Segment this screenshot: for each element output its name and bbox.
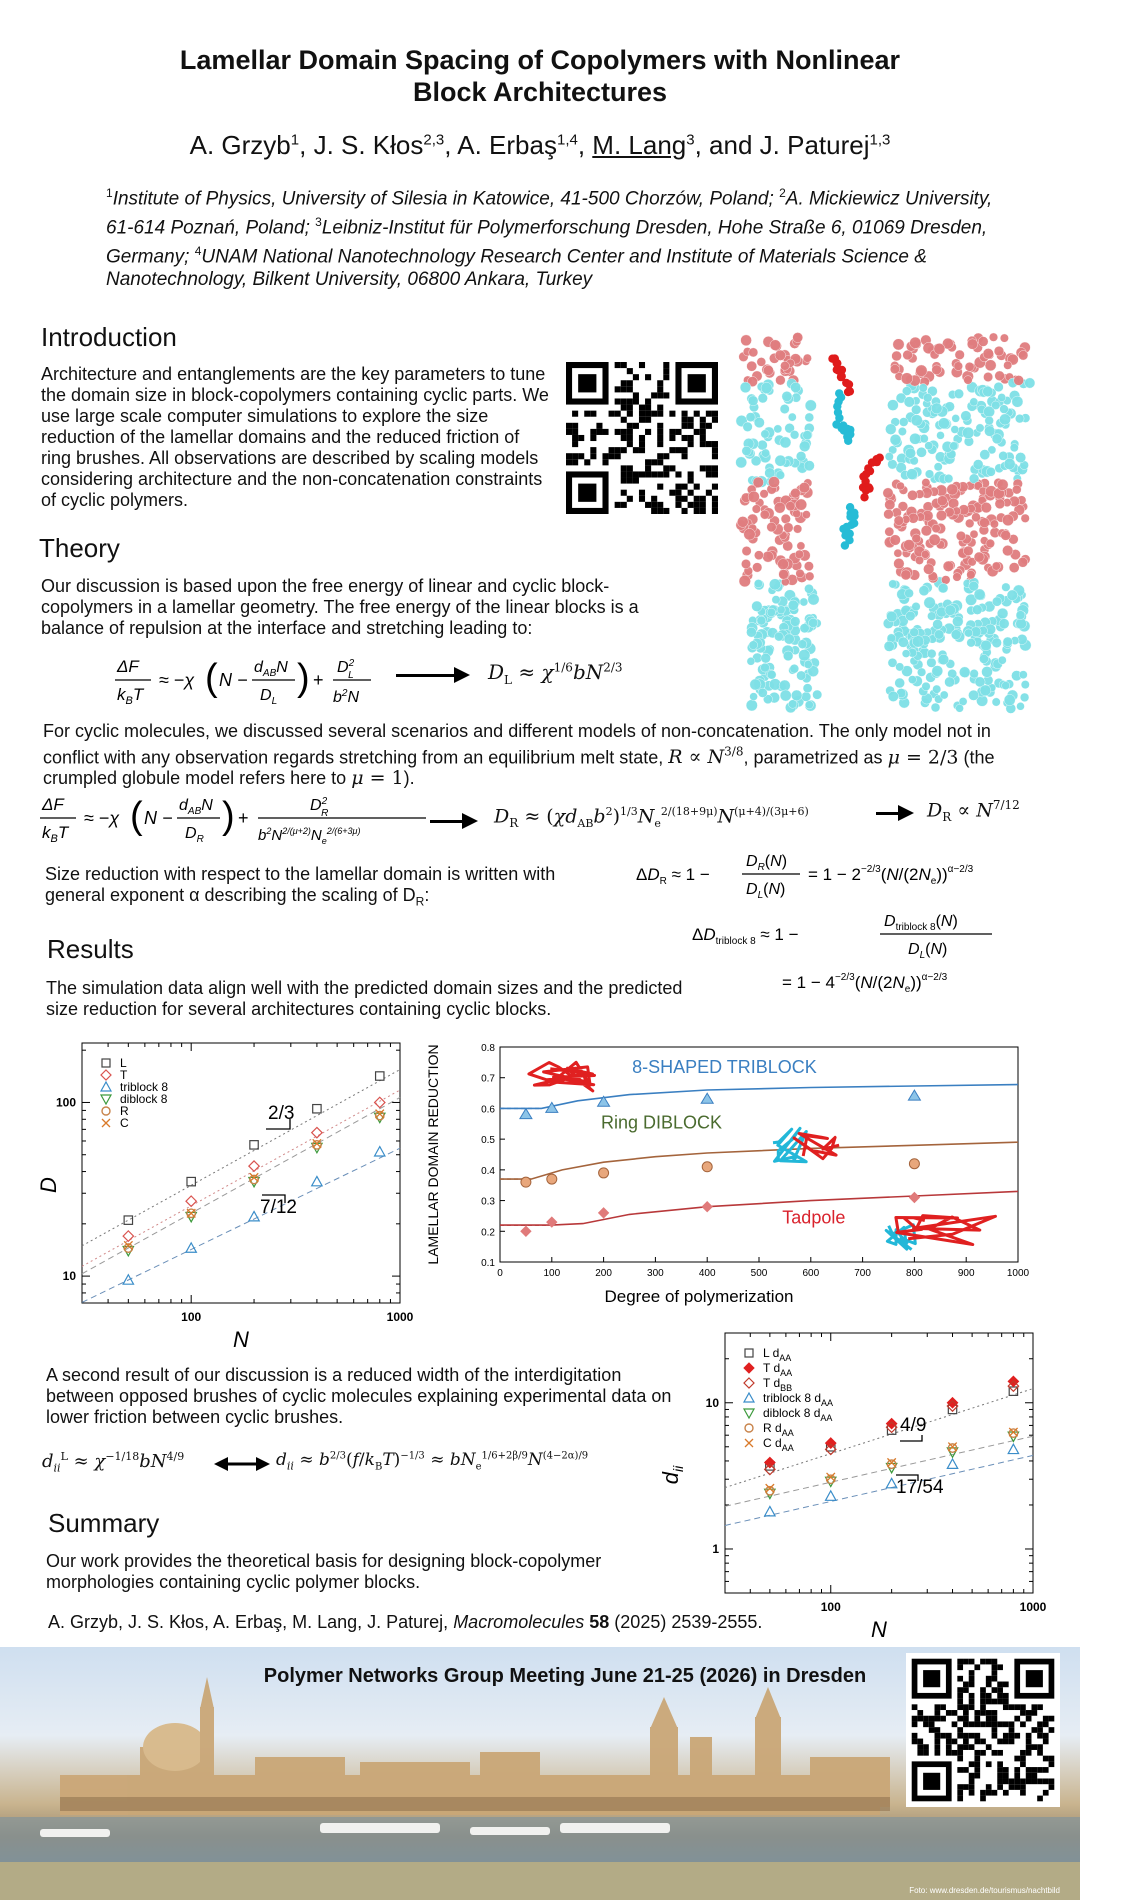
svg-text:b2N2/(μ+2)Ne2/(6+3μ): $b^2N^{2/(\mu+2)}N_e^{2/(6+3\mu)}$ (258, 826, 361, 846)
introduction-text: Architecture and entanglements are the key parameters to tune the domain size in block-copolymers containing cyclic parts. We use large scale computer simulations to explore the size reduction of the lamellar domains and the reduced friction of ring brushes. All observations are described by scaling models considering architecture and the non-concatenation constraints of cyclic polymers. (41, 364, 549, 510)
legend-label: R (120, 1104, 129, 1118)
results-text-1: The simulation data align well with the predicted domain sizes and the predicted size reduction for several architectures containing cyclic blocks. (46, 978, 683, 1019)
svg-text:N −: N − (144, 808, 173, 828)
data-point (520, 1109, 532, 1119)
affiliations (106, 182, 1006, 292)
theory-text-3-end: : (424, 885, 430, 905)
legend-label: T (120, 1068, 128, 1082)
legend-marker (102, 1107, 110, 1115)
lamella-right (883, 333, 1035, 714)
y-tick-label: 10 (62, 1269, 76, 1284)
photo-credit: Foto: www.dresden.de/tourismus/nachtbild (909, 1886, 1060, 1895)
svg-text:DL: $D_L$ (260, 687, 278, 707)
legend-label: triblock 8 $d_{AA}$ (763, 1391, 834, 1408)
data-point (521, 1226, 531, 1236)
y-tick-label: 0.1 (481, 1258, 495, 1269)
svg-text:≈ −χ: ≈ −χ (84, 808, 120, 828)
theory-text-2 (43, 721, 1033, 789)
legend-label: triblock 8 (120, 1080, 169, 1094)
svg-text:= 1 − 4−2/3(N/(2Ne))α−2/3: = $1 - 4^{-2/3}(N/(2N_e))^{\alpha-2/3}$ (782, 972, 948, 995)
legend-marker (745, 1349, 753, 1357)
data-point (701, 1093, 713, 1103)
series-t (123, 1097, 385, 1241)
molecule-strand (896, 1216, 996, 1245)
author-sup: 1 (290, 131, 300, 149)
svg-text:b2N: $b^2N$ (333, 688, 360, 706)
equation-dl-scaling: $D_L \approx \chi^{1/6}bN^{2/3}$ (488, 660, 623, 687)
brush-chain-cyan (839, 503, 858, 550)
data-point (908, 1090, 920, 1100)
data-point (312, 1127, 322, 1137)
summary-text: Our work provides the theoretical basis for designing block-copolymer morphologies containing cyclic polymer blocks. (46, 1551, 602, 1592)
equation-size-reduction (636, 848, 1036, 905)
legend (101, 1056, 168, 1130)
svg-text:): ) (222, 795, 235, 837)
equation-triblock-reduction (692, 906, 1032, 1011)
qr-code-paper[interactable] (566, 362, 718, 514)
equation-graphic (40, 788, 430, 848)
x-tick-label: 700 (854, 1268, 871, 1279)
legend-marker (101, 1095, 111, 1104)
x-tick-label: 600 (802, 1268, 820, 1279)
legend-marker (744, 1378, 754, 1388)
legend-label: T $d_{BB}$ (763, 1376, 793, 1393)
series-ring-diblock (500, 1142, 1018, 1187)
reference-volume: 58 (589, 1612, 610, 1632)
svg-text:≈ −χ: ≈ −χ (159, 670, 195, 690)
author-name-presenting: M. Lang (592, 130, 687, 160)
data-point (187, 1209, 195, 1217)
svg-text:DL(N): $D_L(N)$ (746, 881, 786, 901)
legend-label: L $d_{AA}$ (763, 1346, 792, 1363)
data-point (599, 1208, 609, 1218)
affiliation: Institute of Physics, University of Silesia in Katowice, 41-500 Chorzów, Poland; (112, 188, 774, 210)
dresden-banner (0, 1647, 1080, 1900)
theory-text-3 (45, 864, 565, 913)
legend-marker (744, 1393, 754, 1402)
theory-text-3a: Size reduction with respect to the lamellar domain is written with general exponent α describing the scaling of D (45, 864, 556, 905)
y-tick-label: 0.5 (481, 1135, 495, 1147)
legend-label: T $d_{AA}$ (763, 1361, 793, 1378)
simulation-snapshot-image (738, 332, 1034, 714)
svg-text:DL(N): $D_L(N)$ (908, 941, 948, 961)
author-sup: 2,3 (423, 131, 445, 149)
data-point (186, 1196, 196, 1206)
data-point (375, 1147, 385, 1156)
data-point (599, 1168, 609, 1178)
svg-text:): ) (297, 657, 310, 699)
data-point (909, 1193, 919, 1203)
legend-marker (745, 1424, 753, 1432)
svg-text:ΔF: ΔF (42, 795, 64, 814)
data-point (702, 1202, 712, 1212)
slope-annotation: 17/54 (896, 1477, 944, 1498)
reference-journal: Macromolecules (453, 1612, 585, 1632)
banner-title: Polymer Networks Group Meeting June 21-25 (2026) in Dresden (263, 1665, 867, 1687)
x-tick-label: 1000 (1019, 1600, 1047, 1614)
data-point (187, 1177, 195, 1185)
y-axis-label: LAMELLAR DOMAIN REDUCTION (425, 1044, 441, 1265)
svg-text:kBT: $k_BT$ (117, 685, 144, 707)
series-r (124, 1111, 384, 1252)
data-point (1009, 1429, 1017, 1437)
legend-marker (744, 1363, 754, 1373)
data-point (887, 1460, 895, 1468)
theory-text-1: Our discussion is based upon the free energy of linear and cyclic block-copolymers in a lamellar geometry. The free energy of the linear blocks is a balance of repulsion at the interface and stretching leading to: (41, 576, 639, 638)
section-heading-introduction: Introduction (41, 322, 177, 352)
equation-dr-proportional: $D_R \propto N^{7/12}$ (927, 798, 1020, 825)
data-point (124, 1216, 132, 1224)
svg-text:D2L: $D^2$ L (337, 658, 355, 681)
data-point (313, 1105, 321, 1113)
title-line-1: Lamellar Domain Spacing of Copolymers with Nonlinear (179, 45, 901, 75)
author-list: A. Grzyb$^1$, J. S. Kłos$^{2,3}$, A. Erbaş$^{1,4}$, M. Lang$^3$, and J. Paturej$^{1,3}$ (189, 130, 891, 160)
svg-text:(: ( (130, 795, 143, 837)
chart-lamellar-reduction (420, 1035, 1040, 1315)
series-label: Tadpole (782, 1207, 846, 1228)
equation-free-energy-cyclic (40, 788, 430, 853)
legend-marker (102, 1119, 110, 1127)
title-line-2: Block Architectures (412, 77, 668, 107)
x-tick-label: 500 (750, 1268, 768, 1279)
x-tick-label: 300 (647, 1268, 664, 1279)
data-point (1008, 1444, 1018, 1453)
equation-graphic (636, 848, 1036, 900)
inline-math-r-scaling: $R \propto N^{3/8}$ (668, 745, 744, 769)
y-tick-label: 0.3 (481, 1196, 495, 1208)
x-tick-label: 200 (595, 1268, 612, 1279)
chart-interdigitation (658, 1325, 1047, 1642)
data-point (702, 1162, 712, 1172)
affiliation: A. Mickiewicz University, 61-614 Poznań, Poland; (106, 188, 993, 239)
y-tick-label: 0.8 (481, 1043, 495, 1054)
svg-text:Dtriblock 8(N): $D_{triblock 8}(N)$ (884, 913, 958, 933)
theory-text-2a: For cyclic molecules, we discussed several scenarios and different models of non-concatenation. The only model not in conflict with any observation regards stretching from an equilibrium melt state, (43, 721, 991, 768)
affil-sup: 2 (779, 186, 786, 200)
series-8-shaped-triblock (500, 1085, 1018, 1119)
fit-curve (500, 1142, 1018, 1179)
equation-free-energy-linear (115, 650, 375, 715)
legend-label: diblock 8 $d_{AA}$ (763, 1406, 833, 1423)
y-axis-label: D (36, 1177, 61, 1193)
results-text-2: A second result of our discussion is a reduced width of the interdigitation between opposed brushes of cyclic molecules explaining experimental data on lower friction between cyclic brushes. (46, 1365, 672, 1427)
x-tick-label: 400 (698, 1268, 716, 1279)
x-tick-label: 800 (906, 1268, 923, 1279)
y-tick-label: 0.6 (481, 1104, 495, 1116)
molecule-strand (529, 1062, 595, 1091)
arrow-right-icon (430, 820, 474, 823)
slope-annotation: 4/9 (900, 1415, 927, 1436)
legend-label: R $d_{AA}$ (763, 1421, 794, 1438)
author-sup: 3 (686, 131, 695, 149)
series-triblock-8 (123, 1147, 385, 1285)
inline-math-mu: μ = 2/3 (887, 746, 959, 769)
svg-text:ΔDtriblock 8 ≈ 1 −: $\Delta D_{triblock 8} \approx 1$ − (692, 925, 799, 947)
svg-text:(: ( (205, 657, 218, 699)
section-heading-summary: Summary (48, 1508, 160, 1538)
series-label: 8-SHAPED TRIBLOCK (632, 1057, 817, 1078)
legend-label: C (120, 1116, 129, 1130)
x-axis-label: N (233, 1327, 249, 1352)
affiliation: UNAM National Nanotechnology Research Center and Institute of Materials Science & Nanotechnology, Bilkent University, 06800 Ankara, Turkey (106, 245, 927, 291)
reference-pages: (2025) 2539-2555. (614, 1612, 763, 1632)
legend-marker (101, 1082, 111, 1091)
author-name: J. S. Kłos (313, 130, 424, 160)
data-point (123, 1231, 133, 1241)
svg-text:ΔF: ΔF (117, 657, 139, 676)
equation-interdigitation-cyclic: $d_{ii} \approx b^{2/3}(f/k_BT)^{-1/3} \approx bN_e^{1/6+2\beta/9}N^{(4-2\alpha)/9}$ (276, 1450, 589, 1473)
svg-text:= 1 − 2−2/3(N/(2Ne))α−2/3: = $1 - 2^{-2/3}(N/(2N_e))^{\alpha-2/3}$ (808, 864, 974, 887)
legend-label: C $d_{AA}$ (763, 1436, 794, 1453)
y-tick-label: 10 (705, 1395, 719, 1410)
qr-code-meeting[interactable] (906, 1653, 1060, 1807)
y-tick-label: 100 (55, 1095, 76, 1110)
author-and: and (709, 130, 753, 160)
author-name: A. Erbaş (457, 130, 557, 160)
affil-sup: 3 (315, 214, 322, 229)
arrow-right-icon (396, 674, 466, 677)
legend-marker (101, 1070, 111, 1080)
data-point (909, 1159, 919, 1169)
chart-domain-spacing (36, 1035, 414, 1352)
molecule-triblock (529, 1062, 595, 1091)
data-point (547, 1174, 557, 1184)
y-tick-label: 0.4 (481, 1165, 495, 1177)
slope-annotation: 7/12 (260, 1197, 297, 1218)
affil-sup: 1 (106, 186, 113, 200)
arrow-right-icon (876, 812, 910, 815)
theory-text-2d: ). (403, 768, 415, 789)
x-axis-label: Degree of polymerization (604, 1287, 794, 1306)
reference-authors: A. Grzyb, J. S. Kłos, A. Erbaş, M. Lang, J. Paturej, (48, 1612, 449, 1632)
data-point (250, 1141, 258, 1149)
equation-graphic (692, 906, 1032, 1006)
y-axis-label: $d_{ii}$ (658, 1465, 686, 1485)
x-tick-label: 100 (820, 1600, 841, 1614)
y-tick-label: 0.7 (481, 1073, 495, 1085)
molecule-tadpole (896, 1216, 996, 1245)
slope-annotation: 2/3 (268, 1103, 295, 1124)
author-sup: 1,4 (556, 131, 578, 149)
fit-line (82, 1148, 400, 1302)
x-tick-label: 900 (957, 1268, 975, 1279)
series-label: Ring DIBLOCK (601, 1112, 723, 1133)
equation-graphic (115, 650, 375, 710)
data-point (521, 1177, 531, 1187)
x-tick-label: 1000 (386, 1310, 414, 1324)
section-heading-theory: Theory (39, 533, 120, 563)
lamella-left (736, 332, 822, 713)
data-point (765, 1506, 775, 1515)
affil-sup: 4 (194, 243, 202, 258)
legend-marker (744, 1409, 754, 1418)
svg-text:ΔDR ≈ 1 −: $\Delta D_R \approx 1$ − (636, 865, 710, 887)
section-heading-results: Results (47, 934, 134, 964)
svg-text:N −: N − (219, 670, 248, 690)
double-arrow-icon (214, 1456, 270, 1472)
svg-text:dABN: $d_{AB}N$ (179, 797, 213, 817)
svg-text:+: + (238, 808, 249, 828)
theory-text-3-sub: R (415, 894, 425, 909)
svg-text:dABN: $d_{AB}N$ (254, 659, 288, 679)
theory-text-2b: , parametrized as (743, 747, 883, 768)
y-tick-label: 1 (712, 1541, 719, 1556)
data-point (947, 1459, 957, 1468)
data-point (312, 1176, 322, 1185)
brush-chain-red (859, 454, 884, 502)
fit-curve (500, 1191, 1018, 1225)
author-name: J. Paturej (759, 130, 870, 160)
inline-math-mu-one: μ = 1 (351, 767, 404, 790)
series-diblock-8-d_aa (765, 1432, 1019, 1499)
legend-marker (745, 1439, 753, 1447)
x-tick-label: 0 (497, 1268, 503, 1279)
legend-marker (102, 1059, 110, 1067)
x-tick-label: 1000 (1006, 1268, 1030, 1279)
fit-curve (500, 1085, 1018, 1109)
legend (744, 1346, 833, 1453)
svg-text:DR(N): $D_R(N)$ (746, 853, 788, 873)
x-axis-label: N (871, 1617, 887, 1642)
data-point (376, 1072, 384, 1080)
svg-text:DR: $D_R$ (185, 825, 204, 845)
author-sup: 1,3 (869, 131, 891, 149)
x-tick-label: 100 (181, 1310, 202, 1324)
data-point (826, 1491, 836, 1500)
data-point (249, 1161, 259, 1171)
svg-text:kBT: $k_BT$ (42, 823, 69, 845)
legend-label: L (120, 1056, 127, 1070)
author-name: A. Grzyb (189, 130, 291, 160)
theory-text-2c: (the crumpled globule model refers here to (43, 747, 995, 789)
y-tick-label: 0.2 (481, 1227, 495, 1239)
series-diblock-8 (123, 1113, 385, 1256)
data-point (375, 1097, 385, 1107)
affiliation: Leibniz-Institut für Polymerforschung Dresden, Hohe Straße 6, 01069 Dresden, Germany; (106, 217, 988, 267)
brush-chain-cyan (832, 389, 854, 445)
equation-interdigitation: $d_{ii}^L \approx \chi^{-1/18}bN^{4/9}$ (42, 1450, 185, 1475)
legend-label: diblock 8 (120, 1092, 168, 1106)
poster-title (0, 44, 1080, 108)
series-triblock-8-d_aa (765, 1444, 1019, 1516)
x-tick-label: 100 (543, 1268, 561, 1279)
equation-dr-scaling: $D_R \approx (\chi d_{AB}b^2)^{1/3}N_e^{2/(18+9\mu)}N^{(\mu+4)/(3\mu+6)}$ (494, 805, 809, 831)
reference-citation[interactable] (48, 1612, 762, 1633)
svg-text:+: + (313, 670, 324, 690)
svg-text:D2R: $D^2$ R (310, 796, 329, 819)
